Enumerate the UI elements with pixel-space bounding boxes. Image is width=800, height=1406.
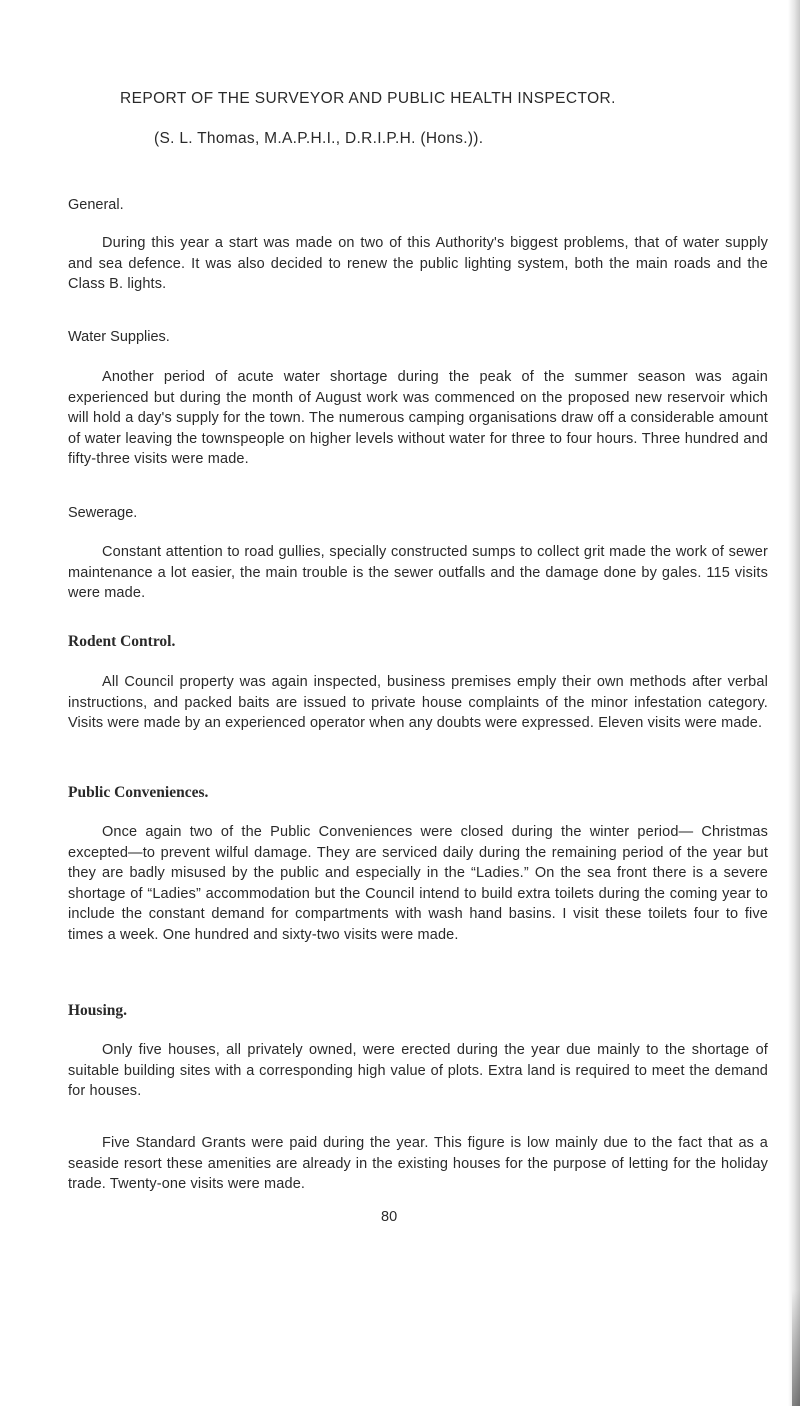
section-heading-sewerage: Sewerage.	[68, 505, 138, 521]
section-heading-water-supplies: Water Supplies.	[68, 329, 170, 345]
section-heading-general: General.	[68, 197, 124, 213]
housing-paragraph-2: Five Standard Grants were paid during the year. This figure is low mainly due to the fact that as a seaside resort these amenities are already in the existing houses for the purpose of letting for the holiday trade. Twenty-one visits were made.	[68, 1135, 768, 1192]
page-corner-shadow	[792, 1290, 800, 1406]
report-title: REPORT OF THE SURVEYOR AND PUBLIC HEALTH INSPECTOR.	[120, 90, 616, 107]
public-conveniences-paragraph: Once again two of the Public Conveniences were closed during the winter period— Christmas excepted—to prevent wilful damage. They are serviced daily during the remaining period of the year but they are badly misused by the public and especially in the “Ladies.” On the sea front there is a severe shortage of “Ladies” accommodation but the Council intend to build extra toilets during the coming year to include the constant demand for compartments with wash hand basins. I visit these toilets four to five times a week. One hundred and sixty-two visits were made.	[68, 824, 768, 943]
rodent-control-paragraph: All Council property was again inspected, business premises emply their own methods after verbal instructions, and packed baits are issued to private house complaints of the minor infestation category. Visits were made by an experienced operator when any doubts were expressed. Eleven visits were made.	[68, 674, 768, 731]
general-paragraph: During this year a start was made on two of this Authority's biggest problems, that of water supply and sea defence. It was also decided to renew the public lighting system, both the main roads and the Class B. lights.	[68, 235, 768, 292]
page-edge-shadow	[788, 0, 800, 1406]
section-heading-rodent-control: Rodent Control.	[68, 633, 176, 650]
author-credentials: (S. L. Thomas, M.A.P.H.I., D.R.I.P.H. (Hons.)).	[154, 130, 484, 147]
housing-paragraph-1: Only five houses, all privately owned, were erected during the year due mainly to the shortage of suitable building sites with a corresponding high value of plots. Extra land is required to meet the demand for houses.	[68, 1042, 768, 1099]
section-heading-housing: Housing.	[68, 1002, 128, 1019]
sewerage-paragraph: Constant attention to road gullies, specially constructed sumps to collect grit made the work of sewer maintenance a lot easier, the main trouble is the sewer outfalls and the damage done by gales. 115 visits were made.	[68, 544, 768, 601]
water-supplies-paragraph: Another period of acute water shortage during the peak of the summer season was again experienced but during the month of August work was commenced on the proposed new reservoir which will hold a day's supply for the town. The numerous camping organisations draw off a considerable amount of water leaving the townspeople on higher levels without water for three to four hours. Three hundred and fifty-three visits were made.	[68, 369, 768, 467]
section-heading-public-conveniences: Public Conveniences.	[68, 784, 209, 801]
page-number: 80	[381, 1209, 398, 1225]
